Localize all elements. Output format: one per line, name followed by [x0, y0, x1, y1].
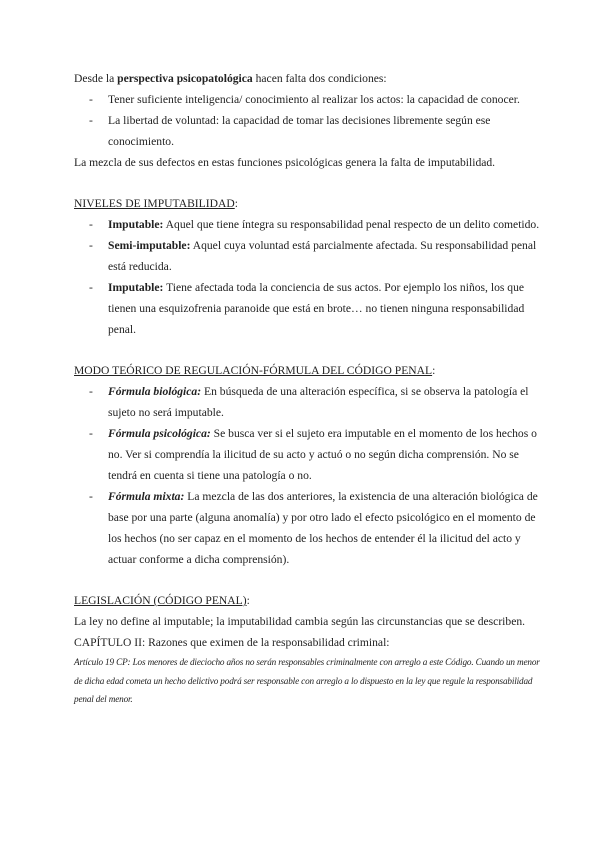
- condition-item: - Tener suficiente inteligencia/ conocimiento al realizar los actos: la capacidad de conocer.: [74, 89, 544, 110]
- heading-colon: :: [234, 197, 238, 210]
- formula-term: Fórmula mixta:: [108, 490, 185, 503]
- formula-item: [74, 486, 544, 570]
- condition-item: - La libertad de voluntad: la capacidad de tomar las decisiones libremente según ese conocimiento.: [74, 110, 544, 152]
- formula-term: Fórmula psicológica:: [108, 427, 211, 440]
- intro-paragraph: [74, 68, 544, 89]
- legislacion-heading-text: LEGISLACIÓN (CÓDIGO PENAL): [74, 594, 247, 607]
- article-paragraph: Artículo 19 CP: Los menores de dieciocho años no serán responsables criminalmente con arreglo a este Código. Cuando un menor de dicha edad cometa un hecho delictivo podrá ser responsable con arreglo a lo dispuesto en la ley que regule la responsabilidad penal del menor.: [74, 657, 540, 704]
- document-page: [74, 68, 544, 709]
- nivel-term: Imputable:: [108, 281, 164, 294]
- conclusion-paragraph: La mezcla de sus defectos en estas funciones psicológicas genera la falta de imputabilidad.: [74, 156, 496, 169]
- nivel-text: Aquel que tiene íntegra su responsabilidad penal respecto de un delito cometido.: [163, 218, 540, 231]
- modo-heading-text: MODO TEÓRICO DE REGULACIÓN-FÓRMULA DEL CÓDIGO PENAL: [74, 364, 433, 377]
- nivel-text: Tiene afectada toda la conciencia de sus actos. Por ejemplo los niños, los que tienen una esquizofrenia paranoide que está en brote… no tienen ninguna responsabilidad penal.: [108, 281, 525, 336]
- nivel-text: Aquel cuya voluntad está parcialmente afectada. Su responsabilidad penal está reducida.: [108, 239, 537, 273]
- nivel-item: [74, 277, 544, 340]
- formula-text: En búsqueda de una alteración específica, si se observa la patología el sujeto no será imputable.: [108, 385, 529, 419]
- nivel-item: [74, 235, 544, 277]
- nivel-term: Semi-imputable:: [108, 239, 191, 252]
- formula-item: [74, 381, 544, 423]
- intro-bold: perspectiva psicopatológica: [117, 72, 253, 85]
- heading-colon: :: [246, 594, 250, 607]
- legislacion-paragraph: La ley no define al imputable; la imputabilidad cambia según las circunstancias que se describen.: [74, 615, 526, 628]
- nivel-item: [74, 214, 544, 235]
- modo-heading: [74, 360, 544, 381]
- capitulo-paragraph: CAPÍTULO II: Razones que eximen de la responsabilidad criminal:: [74, 636, 390, 649]
- nivel-term: Imputable:: [108, 218, 164, 231]
- formula-text: Se busca ver si el sujeto era imputable en el momento de los hechos o no. Ver si comprendía la ilicitud de su acto y actuó o no según dicha comprensión. No se tendrá en cuenta si tiene una patología o no.: [108, 427, 537, 482]
- heading-colon: :: [432, 364, 436, 377]
- formula-term: Fórmula biológica:: [108, 385, 202, 398]
- intro-text-end: hacen falta dos condiciones:: [252, 72, 387, 85]
- niveles-heading-text: NIVELES DE IMPUTABILIDAD: [74, 197, 235, 210]
- formula-item: [74, 423, 544, 486]
- niveles-heading: [74, 193, 544, 214]
- formula-text: La mezcla de las dos anteriores, la existencia de una alteración biológica de base por una parte (alguna anomalía) y por otro lado el efecto psicológico en el momento de los hechos (no ser capaz en el momento de los hechos de entender él la ilicitud del acto y actuar conforme a dicha comprensión).: [108, 490, 538, 566]
- legislacion-heading: [74, 590, 544, 611]
- intro-text: Desde la: [74, 72, 118, 85]
